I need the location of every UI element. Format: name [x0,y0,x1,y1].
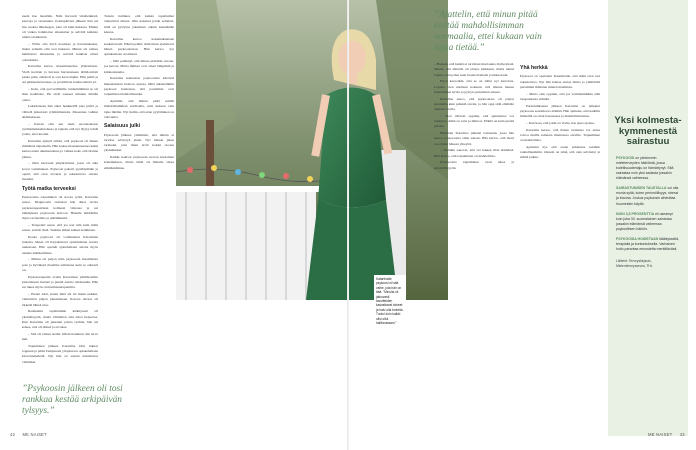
sidebar-items [608,156,688,258]
section-heading: Salaisuus julki [104,123,141,130]
sidebar-fact-text: voi olla monia syitä, kuten perinnöllisyys, stressi ja trauma. Joskus psykoosin aiheuttaa huumeiden käyttö. [616,186,679,206]
magazine-name-left: ME NAISET [22,432,47,437]
body-paragraph: Parantumisensa jälkeen Katariina on jatkanut psykoosia seurailevaa elämää. Hän ajattelee, että kaikilla ihmisillä on omat haasteensa ja mahdollisuutensa. [520,103,600,119]
sidebar-fact [608,212,688,237]
body-paragraph: Psykoosista toipuminen oli kovaa työtä, Katariina sanoo. Diagnoosin saatuaan hän alkoi tavata psykoterapeuttiaan kolmesti viikossa ja sai lääkityksen psykoosin hoitoon. Hänelle määrättiin myös ravitsemus ja unilääkkeitä. [22,194,98,221]
body-paragraph: Toipumisen jälkeen Katariina kävi lukion loppuun ja pääsi Tampereen yliopistoon opiskelemaan kasvatustiedettä. Nyt hän on saanut tutkintonsa valmiiksi. [22,343,98,364]
body-paragraph: – Koin, että porvariillisille vanhemmilleni se oli ihan kauhistus. He eivät saaneet minuun mitään otetta. [22,87,98,102]
body-paragraph: usein itse itsestään. Näin harvanti viisihenkistä, kaavoja ja ratasuunta. Koulupäivien jälkeen hän sai itse ruokaa läheisegen, joka oli kuin hukassa. Minun oli vaikea hahmottaa aikataulua ja selvittä kaikista niistä odotuksista. [22,14,98,40]
body-paragraph: Psykoosista toipuminen vaati aikaa ja kärsivällisyyttä. [434,160,514,170]
body-paragraph: – Yritin olla hyvä koulussa ja harrastuksissa, mutta samalla olin tosi hukassa. Minun oli vaikea hahmottaa aikataulua ja selvittä kaikista niistä odotuksista. [22,41,98,62]
sidebar-fact [608,237,688,257]
body-paragraph: – Halusin, että hetkiä ei tarvinnut murtautua mylleryksiä. Mietin, että minulla oli yhteys kaikkeen, mutta tuntui lopulta, että pahat asiat luonnottomasti ja uhkaavasti. [434,62,514,77]
sidebar-fact-key: PSYKOOSIA HOIDETAAN [616,237,659,241]
body-paragraph: – Vieläkin sanovat, että vei kaiken tilan elämästä. Hän kertoo, että toipuminen on mahdollista. [434,148,514,158]
left-column-2 [104,14,174,172]
magazine-name-right: ME NAISET [648,432,673,437]
body-paragraph: Rauhaisiin tapahtumiin kääntyessä oli yksinäisyyttä, mutta vähitellen arki alkoi helpottaa. Kun Katariina oli jaksanut palata työhön, hän sai kokea, että oli tärkeä ja arvokas. [22,309,98,330]
info-sidebar [608,0,688,436]
pull-quote-left: ”Psykoosin jälkeen oli tosi rankkaa kestää arkipäivän tylsyys.” [22,384,123,416]
body-paragraph: – Kerran olin sen takia suoranaisessa syömismakkulatolussa ja tajusin, että nyt täytyy tehdä jotain, ettei kuolisi. [22,121,98,137]
body-paragraph: Ajattelin, että minun pitää esittää mahdollisimman normaalia, ettei kukaan vain tajua mitään. Nyt tiedän, että avun pyytäminen on vahvuutta. [104,99,174,119]
sidebar-fact [608,156,688,186]
right-column-2 [520,62,600,162]
sidebar-fact-key: SAIRASTUMISEN TAUSTALLA [616,186,667,191]
sidebar-fact-text: eli useampi kuin joka 30. suomalainen sairastaa jossakin elämänsä vaiheessa psykoottisen häiriön. [616,211,673,231]
body-paragraph: Katariina kannustaa psykoosista kärsiviä hakeutumaan hoitoon ajoissa. Mitä aikaisemmin psykoosi hoidetaan, sitä paremmat ovat toipumisen mahdollisuudet. [104,76,174,97]
body-paragraph: Ajattelen nyt, että osaan suhtautua asioihin rauhallisemmin. Onneni on siinä, että olen selvinnyt ja elämä jatkuu. [520,144,600,160]
body-paragraph: – Olen kasvanut ympäristössä, jossa oli aika kovat vaatimukset. Psykoosi pakotti pysähtymään ja opetti, että olen arvokas ja rakastettava omana itsenäni. [22,161,98,182]
section-heading: Työtä matka terveeksi [22,185,76,192]
body-paragraph: Koska psykoosi oli voimistanut Katariinan tunteita, hänen oli harjoiteltava ajattelemaan asioita uudestaan. Hän opetteli ajattelemaan asioita myös uusista näkökulmista. [22,234,98,255]
sidebar-fact [608,186,688,211]
page-number-right: 43 [679,432,685,437]
right-column-1 [434,62,514,172]
body-paragraph: – Kun koet, että jokin on vialla, hae apua ajoissa. [526,120,595,125]
footer-left [10,432,53,437]
body-paragraph: Katariina kertoo, että hänen tarinansa voi antaa toivoa muille samassa tilanteessa oleville. Toipuminen on mahdollista. [520,127,600,143]
body-paragraph: Katariina kertoo masentuneensa yläkoulussa. Vielä tuolloin ja lievasta harrastaneen täältä-tulistä paska juttu, alkoholi ja sosi kasvottajiin. Hän juttili ja asi pitäneensä kanssa, ja positiiviset koulua kiinni yö. [22,64,98,85]
body-paragraph: Hiljattain Katariina julkaisi romaanin, jossa hän kertoo psykoosista omin sanoin. Hän kertoo, että moni on ottanut häneen yhteyttä. [434,131,514,146]
pull-quote-right: ”Ajattelin, että minun pitää esittää mahdollisimman normaalia, ettei kukaan vain tajua tietää.” [434,10,542,53]
left-column-1 [22,14,98,366]
sidebar-fact-key: PSYKOOSI [616,155,635,160]
body-paragraph: Psykoosi on opettanut Katariinalle, että minä olen tosi rakastettava. Nyt hän haluaa auttaa muita ja ymmärtää paremmin ihmisten mielen maailmaa. [520,74,600,89]
sidebar-fact-key: NOIN 3,5 PROSENTTIA [616,211,655,216]
photo-caption: Katariinalle psykoosi oli sitä vaihe, jota hän on tätä. ”Minulla oli jatkuvasti tavoitteiden kasvattavat toiveet ja halu olla tunteita. Tuntui kuin kaikki olisi ollut hallinnassani.” [374,275,406,327]
body-paragraph: – Olen vihdoin oppinut, että ajatuksissa voi tunnistaa, mikä on totta ja mikä ei. Elämä on kuin pieniä palasia. [434,113,514,129]
page-number-left: 42 [10,432,16,437]
body-paragraph: Katariina ajatteli silloin, että psykoosi oli hänen elämänsä taipaleella. Hän kokee masentuneensa kaksi kertaa ensin aikuisuudessa ja vaikka koki, että tilanne jatkuu. [22,138,98,159]
body-paragraph: – Olin pelännyt, että minua pidetään outona, jos kerron. Mutta ihmiset ovat olleet lämpimiä ja kiinnostuneita. [104,59,174,74]
body-paragraph: Lukiolaisena hän alkoi henkkeillä joka päivä ja välttelä jatkuvasti ryhmätilanteita. Masennus vaihtui ahdistukseen. [22,104,98,119]
sidebar-fact-text: lääkityksellä, terapialla ja kuntoutuksella. Varhainen hoito parantaa ennustetta merkittävästi. [616,237,680,252]
gutter-shadow [347,0,349,450]
body-paragraph: Kaikki kokivat psykoosin tuovan kuoleman kokemuksen, mutta tämä oli minulle oikea elämänkäänne. [104,155,174,170]
body-paragraph: Katariina sanoo, että psykoosissa oli paljon enemmän kuin pelkkiä oireita, ja hän oppi siitä elämään uudella tavalla. [434,96,514,112]
footer-right [648,432,691,437]
sidebar-source: Lähteet: Terveyskirjasto, Mielenterveysseura, THL [616,259,653,268]
sidebar-fact-text: on yleisimmin mieleterveyden häiriöistä, jossa todellisuudentaju on hämärtynyt. Sitä sairastaa noin yksi sadasta jossakin elämänsä vaiheessa. [616,155,674,181]
body-paragraph: – Mutta olen oppinut, että jos voimmeminkin elää tasapainoista elämää. [520,91,600,101]
body-paragraph: – Terapeutti sanoi, että jos teet niin kuin minä sanon, selviät tästä. Tuntuin siihen kaiken kaikkiaan. [22,222,98,233]
body-paragraph: – Pienet asiat, kuten mitä söi tai miten nukkui, vaikuttivat paljon jaksamiseen. Kotona ollessa oli tärkeää lähteä ulos. [22,291,98,307]
section-heading: Yhä herkkä [520,65,548,71]
body-paragraph: Tunsin hulluksi, että kaikki tapahtumat vaikuttivat minua. Olin kokenut jotain sellaista, mitä en pystynyt jakamaan oikein kenenkään kanssa. [104,14,174,34]
body-paragraph: Psykoosin jälkeen ymmärsin, että minun ei tarvitse selviytyä yksin. Nyt haluan jakaa tarinaani, jotta muut eivät kokisi oloaan yksinäiseksi. [104,132,174,153]
body-paragraph: – Sitä oli vaikea sietää. Olisin halunnut olla terve heti. [22,331,98,342]
body-paragraph: – Minun oli paljon tulla psykoosin maailmasta pois ja hyväksyä maailma sellaisena kuin se oikeasti on. [22,257,98,272]
body-paragraph: Psykoterapeutin avulla Katariinan ymmärrettiin kadottaneen itsensä jo pieniä asioita tehdessään. Hän sai tukea myös ravitsemusterapeutilta. [22,274,98,290]
body-paragraph: Katariina kertoo kokemuksistaan koskettavasti. Häntä pelätti, mitä muut ajattelevat hänen psykoosistaan. Hän kertoo nyt ajatuksistaan avoimesti. [104,36,174,57]
sidebar-title: Yksi kolmesta-kymmenestä sairastuu [614,115,682,148]
body-paragraph: Hyvä kasvoikin, että se on tullut nyt kerroista. Lopulta olen edelleen kokenut, että tilanne menee kohtuullisen hyvin ja pystyn palaamaan arkeen. [434,79,514,94]
